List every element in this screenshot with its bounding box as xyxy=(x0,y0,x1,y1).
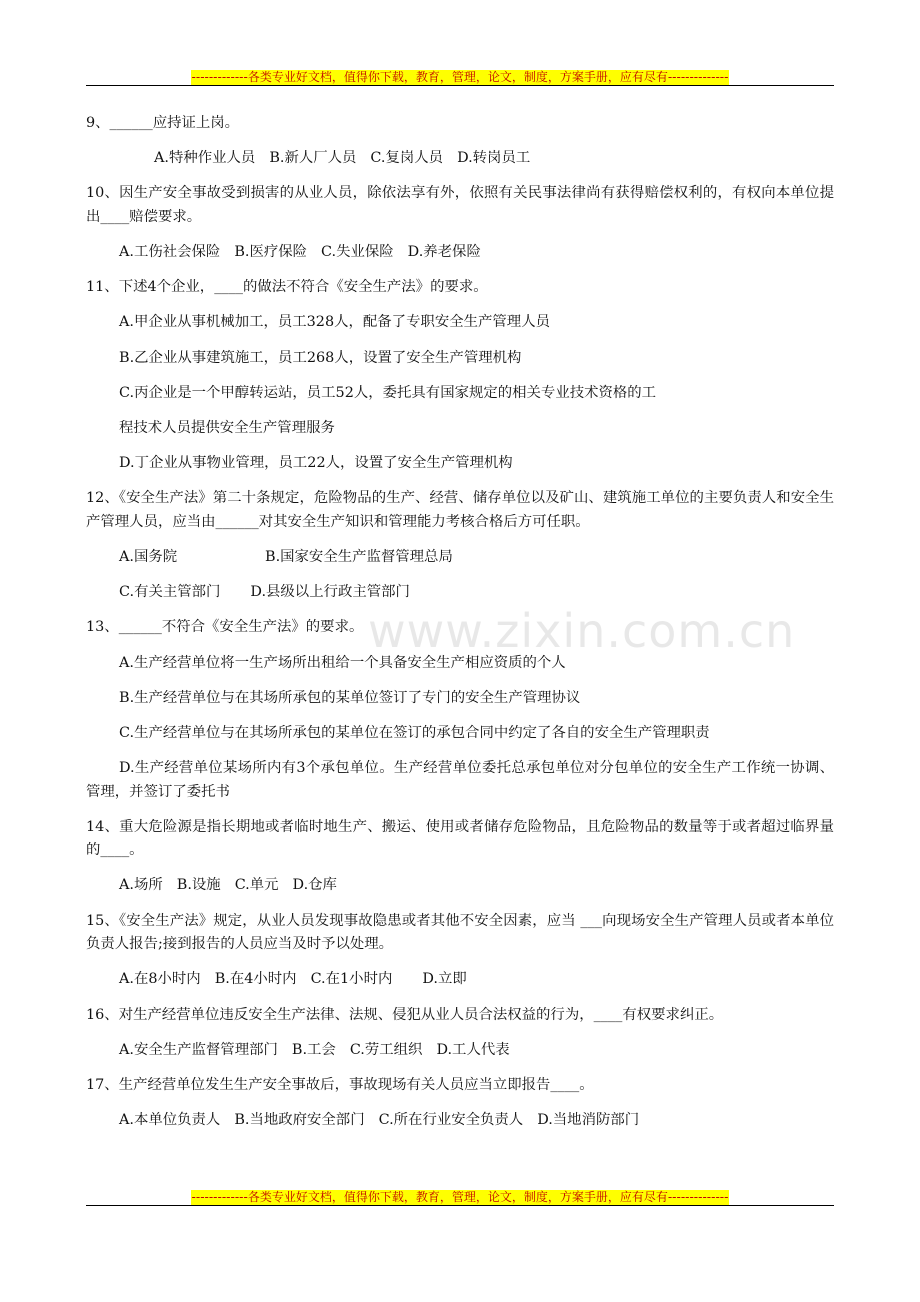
option: A.在8小时内 xyxy=(119,971,201,988)
question-16-stem: 16、对生产经营单位违反安全生产法律、法规、侵犯从业人员合法权益的行为，____有权要求纠正。 xyxy=(86,1006,724,1023)
option: B.医疗保险 xyxy=(234,244,308,261)
question-9-options xyxy=(154,147,834,170)
option: A.特种作业人员 xyxy=(154,150,256,167)
option: C.劳工组织 xyxy=(349,1041,423,1058)
question-10-options xyxy=(119,241,834,264)
option: D.县级以上行政主管部门 xyxy=(250,584,410,601)
footer-banner xyxy=(0,1186,920,1205)
option: C.复岗人员 xyxy=(370,150,444,167)
header-banner xyxy=(0,66,920,85)
question-11-option-a: A.甲企业从事机械加工，员工328人，配备了专职安全生产管理人员 xyxy=(119,314,550,331)
footer-rule xyxy=(86,1205,834,1206)
header-rule xyxy=(86,85,834,86)
option: A.安全生产监督管理部门 xyxy=(119,1041,278,1058)
question-17-options xyxy=(119,1109,834,1132)
question-13-option-b: B.生产经营单位与在其场所承包的某单位签订了专门的安全生产管理协议 xyxy=(119,689,581,706)
header-banner-text: -------------各类专业好文档，值得你下载，教育，管理，论文，制度，方案手册，应有尽有-------------- xyxy=(191,70,729,84)
question-11-option-b: B.乙企业从事建筑施工，员工268人，设置了安全生产管理机构 xyxy=(119,349,522,366)
option: C.在1小时内 xyxy=(310,971,393,988)
option: C.单元 xyxy=(234,877,279,894)
question-14-options xyxy=(119,874,834,897)
question-11-stem: 11、下述4个企业，____的做法不符合《安全生产法》的要求。 xyxy=(86,279,488,296)
option: D.当地消防部门 xyxy=(537,1112,640,1129)
option: B.在4小时内 xyxy=(214,971,297,988)
question-11-option-d: D.丁企业从事物业管理，员工22人，设置了安全生产管理机构 xyxy=(119,455,513,472)
question-15-stem: 15、《安全生产法》规定，从业人员发现事故隐患或者其他不安全因素，应当 ___向现场安全生产管理人员或者本单位负责人报告;接到报告的人员应当及时予以处理。 xyxy=(86,912,834,953)
question-11-option-c: C.丙企业是一个甲醇转运站，员工52人，委托具有国家规定的相关专业技术资格的工 xyxy=(119,384,657,401)
question-13-stem: 13、______不符合《安全生产法》的要求。 xyxy=(86,619,364,636)
question-13-option-a: A.生产经营单位将一生产场所出租给一个具备安全生产相应资质的个人 xyxy=(119,654,566,671)
question-13-option-d: D.生产经营单位某场所内有3个承包单位。生产经营单位委托总承包单位对分包单位的安全生产工作统一协调、管理，并签订了委托书 xyxy=(86,760,834,800)
option: B.当地政府安全部门 xyxy=(234,1112,365,1129)
question-list xyxy=(86,112,834,1144)
watermark: www.zixin.com.cn xyxy=(368,604,796,658)
question-12-stem: 12、《安全生产法》第二十条规定，危险物品的生产、经营、储存单位以及矿山、建筑施工单位的主要负责人和安全生产管理人员，应当由______对其安全生产知识和管理能力考核合格后方可任职。 xyxy=(86,490,834,530)
option: B.工会 xyxy=(291,1041,336,1058)
option: B.设施 xyxy=(176,877,221,894)
question-14-stem: 14、重大危险源是指长期地或者临时地生产、搬运、使用或者储存危险物品，且危险物品的数量等于或者超过临界量的____。 xyxy=(86,818,834,859)
footer-banner-text: -------------各类专业好文档，值得你下载，教育，管理，论文，制度，方案手册，应有尽有-------------- xyxy=(191,1190,729,1204)
option: A.工伤社会保险 xyxy=(119,244,221,261)
question-10-stem: 10、因生产安全事故受到损害的从业人员，除依法享有外，依照有关民事法律尚有获得赔偿权利的，有权向本单位提出____赔偿要求。 xyxy=(86,185,834,225)
option: A.本单位负责人 xyxy=(119,1112,221,1129)
option: D.仓库 xyxy=(292,877,337,894)
option: C.失业保险 xyxy=(321,244,394,261)
question-17-stem: 17、生产经营单位发生生产安全事故后，事故现场有关人员应当立即报告____。 xyxy=(86,1076,594,1093)
option: A.国务院 xyxy=(119,549,178,566)
question-13-option-c: C.生产经营单位与在其场所承包的某单位在签订的承包合同中约定了各自的安全生产管理职责 xyxy=(119,725,710,742)
option: D.养老保险 xyxy=(407,244,481,261)
question-16-options xyxy=(119,1039,834,1062)
question-11-option-c-continued: 程技术人员提供安全生产管理服务 xyxy=(119,420,335,437)
option: D.立即 xyxy=(422,971,467,988)
question-15-options xyxy=(119,968,834,991)
question-12-options-ab xyxy=(119,546,834,569)
option: B.国家安全生产监督管理总局 xyxy=(265,549,453,566)
option: D.工人代表 xyxy=(436,1041,510,1058)
option: D.转岗员工 xyxy=(457,150,531,167)
question-9-stem: 9、______应持证上岗。 xyxy=(86,115,240,131)
question-12-options-cd xyxy=(119,581,834,604)
option: C.所在行业安全负责人 xyxy=(378,1112,524,1129)
option: A.场所 xyxy=(119,877,163,894)
option: B.新人厂人员 xyxy=(269,150,357,167)
option: C.有关主管部门 xyxy=(119,584,221,601)
